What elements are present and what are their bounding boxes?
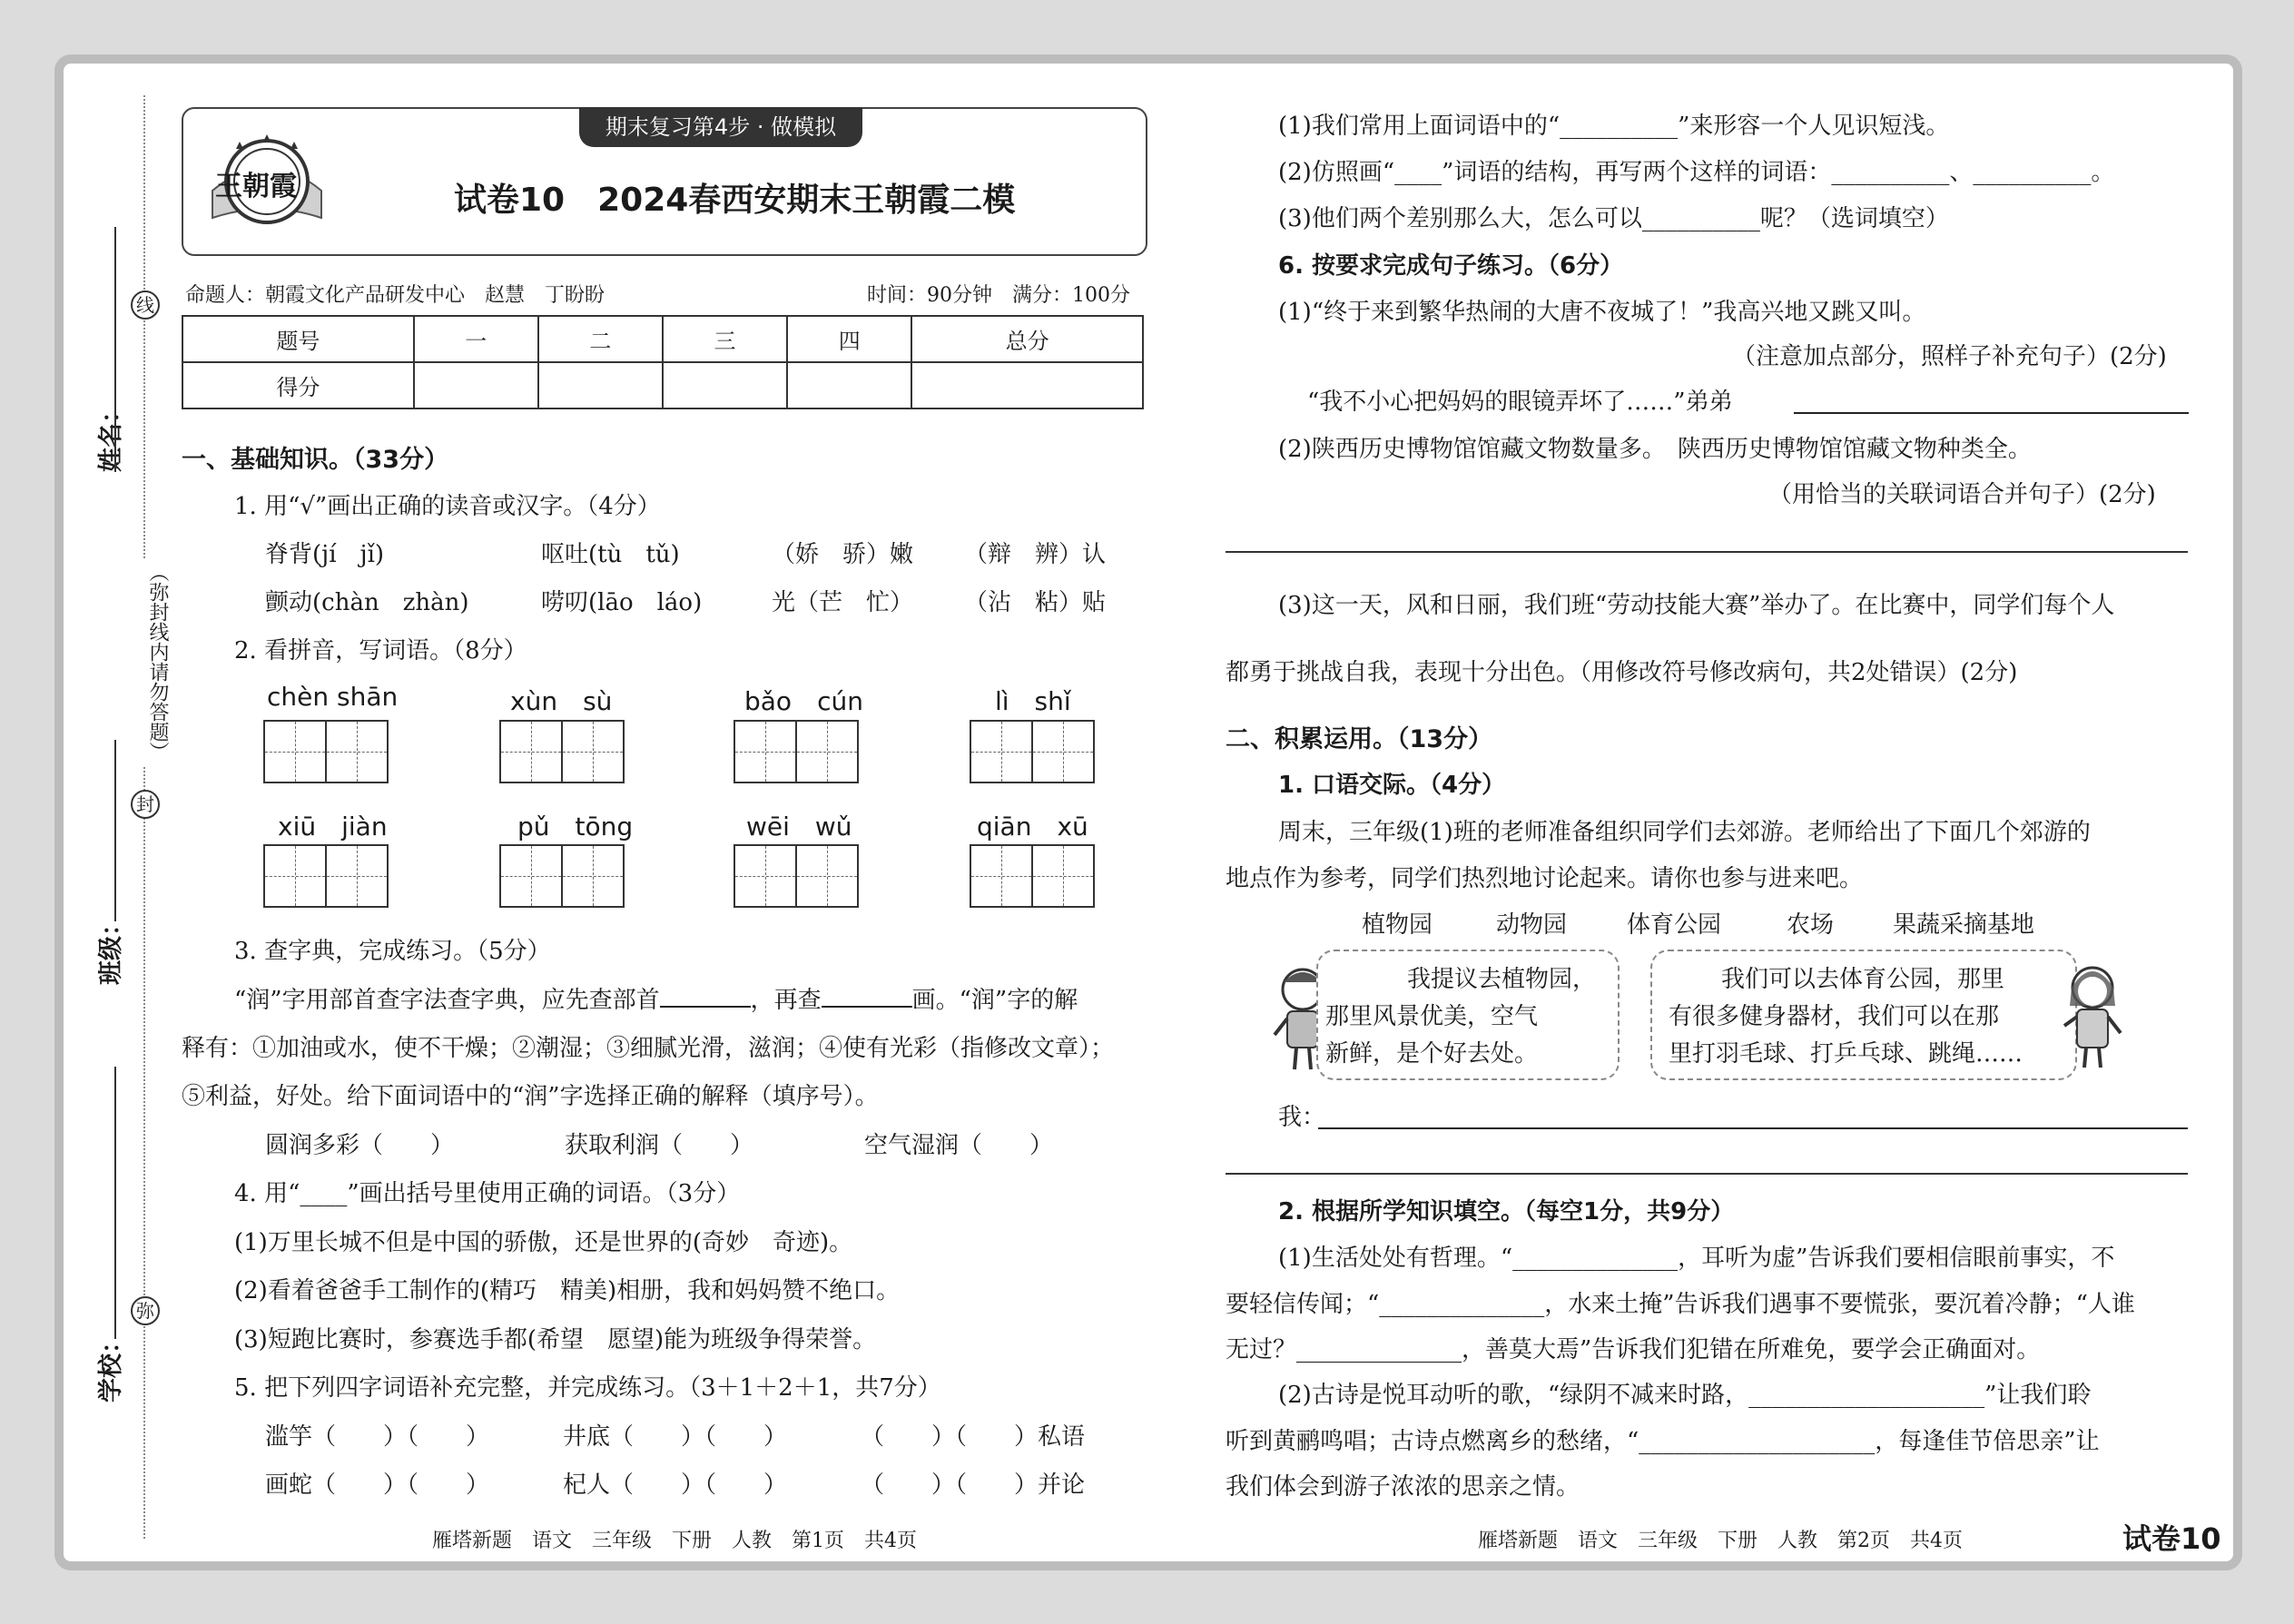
q1-title: 1. 用“√”画出正确的读音或汉字。（4分） bbox=[234, 493, 661, 520]
footer-left: 雁塔新题 语文 三年级 下册 人教 第1页 共4页 bbox=[432, 1530, 917, 1552]
answer-line[interactable] bbox=[1794, 412, 2189, 414]
q4-2: (2)看着爸爸手工制作的(精巧 精美)相册，我和妈妈赞不绝口。 bbox=[234, 1277, 901, 1304]
q6-3-a: (3)这一天，风和日丽，我们班“劳动技能大赛”举办了。在比赛中，同学们每个人 bbox=[1278, 592, 2115, 619]
score-row-label: 得分 bbox=[182, 362, 414, 408]
q3-item: 空气湿润（ ） bbox=[864, 1132, 1054, 1159]
r-q2: (2)仿照画“____”词语的结构，再写两个这样的词语：__________、__________。 bbox=[1278, 159, 2115, 186]
score-header: 二 bbox=[538, 316, 663, 362]
score-header: 题号 bbox=[182, 316, 414, 362]
char-grid[interactable] bbox=[733, 844, 857, 908]
seal-mark-mi: 弥 bbox=[131, 1296, 160, 1325]
pinyin: wēi wǔ bbox=[746, 812, 852, 842]
pinyin: xiū jiàn bbox=[278, 812, 388, 842]
k2-2-c: 我们体会到游子浓浓的思亲之情。 bbox=[1226, 1473, 1580, 1501]
q1-r2-c: 光（芒 忙） bbox=[772, 589, 914, 616]
class-line bbox=[114, 740, 116, 921]
q5-r2-b: 杞人（ ）（ ） bbox=[563, 1471, 788, 1499]
char-grid[interactable] bbox=[499, 720, 623, 783]
q3-text: “润”字用部首查字法查字典，应先查部首 bbox=[234, 987, 660, 1014]
k2-1-a: (1)生活处处有哲理。“______________，耳听为虚”告诉我们要相信眼前事实，不 bbox=[1278, 1245, 2115, 1272]
score-header: 三 bbox=[663, 316, 787, 362]
place: 植物园 bbox=[1362, 911, 1433, 939]
score-cell[interactable] bbox=[787, 362, 911, 408]
bubble-2-line: 我们可以去体育公园，那里 bbox=[1721, 966, 2005, 993]
q6-2: (2)陕西历史博物馆馆藏文物数量多。 陕西历史博物馆馆藏文物种类全。 bbox=[1278, 436, 2032, 463]
exam-title: 试卷10 2024春西安期末王朝霞二模 bbox=[454, 182, 1016, 219]
answer-line[interactable] bbox=[1226, 1173, 2188, 1175]
char-grid[interactable] bbox=[263, 720, 387, 783]
q3-text: 画。“润”字的解 bbox=[911, 987, 1078, 1014]
place: 农场 bbox=[1787, 911, 1835, 939]
q5-r1-b: 井底（ ）（ ） bbox=[563, 1423, 788, 1451]
pinyin: lì shǐ bbox=[995, 686, 1071, 716]
me-label: 我： bbox=[1278, 1104, 1326, 1131]
k2-1-c: 无过？______________，善莫大焉”告诉我们犯错在所难免，要学会正确面对。 bbox=[1226, 1336, 2041, 1363]
q4-1: (1)万里长城不但是中国的骄傲，还是世界的(奇妙 奇迹)。 bbox=[234, 1229, 853, 1256]
place: 体育公园 bbox=[1627, 911, 1722, 939]
q6-1: (1)“终于来到繁华热闹的大唐不夜城了！”我高兴地又跳又叫。 bbox=[1278, 299, 1926, 326]
paper-badge: 试卷10 bbox=[2122, 1521, 2221, 1556]
r-q3: (3)他们两个差别那么大，怎么可以__________呢？（选词填空） bbox=[1278, 205, 1949, 232]
q5-r1-c: （ ）（ ）私语 bbox=[861, 1423, 1086, 1451]
seal-mark-line: 线 bbox=[131, 290, 160, 320]
q3-text: ，再查 bbox=[750, 987, 822, 1014]
logo-text: 王朝霞 bbox=[215, 171, 297, 202]
k2-1-b: 要轻信传闻；“______________，水来土掩”告诉我们遇事不要慌张，要沉着冷静；“人谁 bbox=[1226, 1291, 2135, 1318]
bubble-1-line: 新鲜，是个好去处。 bbox=[1325, 1040, 1539, 1068]
name-line bbox=[114, 227, 116, 472]
q6-1-answer: “我不小心把妈妈的眼镜弄坏了……”弟弟 bbox=[1307, 389, 1733, 416]
pinyin: pǔ tōng bbox=[517, 812, 634, 842]
blank[interactable] bbox=[822, 982, 912, 1008]
score-header: 一 bbox=[414, 316, 538, 362]
k2-2-a: (2)古诗是悦耳动听的歌，“绿阴不减来时路，____________________”让我们聆 bbox=[1278, 1382, 2092, 1409]
time-score: 时间：90分钟 满分：100分 bbox=[867, 284, 1130, 307]
score-table bbox=[182, 315, 1144, 409]
footer-right: 雁塔新题 语文 三年级 下册 人教 第2页 共4页 bbox=[1478, 1530, 1963, 1552]
name-label: 姓名： bbox=[97, 399, 125, 472]
bubble-2-line: 有很多健身器材，我们可以在那 bbox=[1669, 1003, 2000, 1030]
k1-title: 1. 口语交际。（4分） bbox=[1278, 772, 1506, 799]
q5-r2-c: （ ）（ ）并论 bbox=[861, 1471, 1086, 1499]
answer-line[interactable] bbox=[1318, 1127, 2188, 1129]
char-grid[interactable] bbox=[499, 844, 623, 908]
score-cell[interactable] bbox=[538, 362, 663, 408]
section-1-title: 一、基础知识。（33分） bbox=[182, 446, 449, 474]
q1-r2-a: 颤动(chàn zhàn) bbox=[265, 589, 469, 616]
char-grid[interactable] bbox=[263, 844, 387, 908]
class-label: 班级： bbox=[97, 911, 125, 985]
bubble-1-line: 那里风景优美，空气 bbox=[1325, 1003, 1539, 1030]
place: 果蔬采摘基地 bbox=[1893, 911, 2035, 939]
q4-3: (3)短跑比赛时，参赛选手都(希望 愿望)能为班级争得荣誉。 bbox=[234, 1326, 877, 1353]
q3-para-2: 释有：①加油或水，使不干燥；②潮湿；③细腻光滑，滋润；④使有光彩（指修改文章）； bbox=[182, 1035, 1115, 1062]
score-header: 四 bbox=[787, 316, 911, 362]
k2-2-b: 听到黄鹂鸣唱；古诗点燃离乡的愁绪，“____________________，每逢佳节倍思亲”让 bbox=[1226, 1428, 2100, 1455]
q6-3-b: 都勇于挑战自我，表现十分出色。（用修改符号修改病句，共2处错误）(2分) bbox=[1226, 659, 2018, 686]
q1-r1-d: （辩 辨）认 bbox=[964, 541, 1107, 568]
q6-2-note: （用恰当的关联词语合并句子）(2分) bbox=[1768, 481, 2156, 508]
bubble-2-line: 里打羽毛球、打乒乓球、跳绳…… bbox=[1669, 1040, 2023, 1068]
girl-illustration bbox=[2061, 960, 2124, 1073]
q2-title: 2. 看拼音，写词语。（8分） bbox=[234, 637, 527, 664]
k1-para-2: 地点作为参考，同学们热烈地讨论起来。请你也参与进来吧。 bbox=[1226, 865, 1864, 892]
bubble-1-line: 我提议去植物园， bbox=[1407, 966, 1597, 993]
char-grid[interactable] bbox=[733, 720, 857, 783]
q6-1-note: （注意加点部分，照样子补充句子）(2分) bbox=[1732, 343, 2167, 370]
section-2-title: 二、积累运用。（13分） bbox=[1226, 725, 1493, 753]
q3-item: 获取利润（ ） bbox=[565, 1132, 754, 1159]
k2-title: 2. 根据所学知识填空。（每空1分，共9分） bbox=[1278, 1198, 1735, 1225]
q1-r2-b: 唠叨(lāo láo) bbox=[541, 589, 703, 616]
q5-title: 5. 把下列四字词语补充完整，并完成练习。（3＋1＋2＋1，共7分） bbox=[234, 1374, 941, 1402]
answer-line[interactable] bbox=[1226, 551, 2188, 553]
pinyin: xùn sù bbox=[510, 686, 613, 716]
header-tab: 期末复习第4步 · 做模拟 bbox=[579, 107, 862, 147]
q1-r1-c: （娇 骄）嫩 bbox=[772, 541, 914, 568]
school-line bbox=[114, 1067, 116, 1339]
score-cell[interactable] bbox=[414, 362, 538, 408]
school-label: 学校： bbox=[97, 1329, 125, 1403]
q1-r1-a: 脊背(jí jǐ) bbox=[265, 541, 385, 568]
char-grid[interactable] bbox=[970, 720, 1093, 783]
authors: 命题人：朝霞文化产品研发中心 赵慧 丁盼盼 bbox=[185, 284, 605, 307]
seal-note: （弥封线内请勿答题） bbox=[143, 558, 172, 765]
pinyin: qiān xū bbox=[977, 812, 1088, 842]
score-cell[interactable] bbox=[911, 362, 1143, 408]
k1-para-1: 周末，三年级(1)班的老师准备组织同学们去郊游。老师给出了下面几个郊游的 bbox=[1278, 819, 2091, 846]
pinyin: chèn shān bbox=[267, 682, 399, 712]
score-header: 总分 bbox=[911, 316, 1143, 362]
place: 动物园 bbox=[1496, 911, 1568, 939]
q1-r1-b: 呕吐(tù tǔ) bbox=[541, 541, 680, 568]
seal-mark-seal: 封 bbox=[131, 790, 160, 819]
q3-item: 圆润多彩（ ） bbox=[265, 1132, 455, 1159]
char-grid[interactable] bbox=[970, 844, 1093, 908]
pinyin: bǎo cún bbox=[744, 686, 863, 716]
score-cell[interactable] bbox=[663, 362, 787, 408]
q3-para-3: ⑤利益，好处。给下面词语中的“润”字选择正确的解释（填序号）。 bbox=[182, 1083, 879, 1110]
q6-title: 6. 按要求完成句子练习。（6分） bbox=[1278, 252, 1624, 280]
q3-title: 3. 查字典，完成练习。（5分） bbox=[234, 938, 551, 965]
q3-para-1 bbox=[234, 981, 1078, 1015]
blank[interactable] bbox=[660, 982, 751, 1008]
q1-r2-d: （沾 粘）贴 bbox=[964, 589, 1107, 616]
q4-title: 4. 用“____”画出括号里使用正确的词语。（3分） bbox=[234, 1180, 741, 1207]
r-q1: (1)我们常用上面词语中的“__________”来形容一个人见识短浅。 bbox=[1278, 113, 1950, 140]
q5-r2-a: 画蛇（ ）（ ） bbox=[265, 1471, 490, 1499]
q5-r1-a: 滥竽（ ）（ ） bbox=[265, 1423, 490, 1451]
